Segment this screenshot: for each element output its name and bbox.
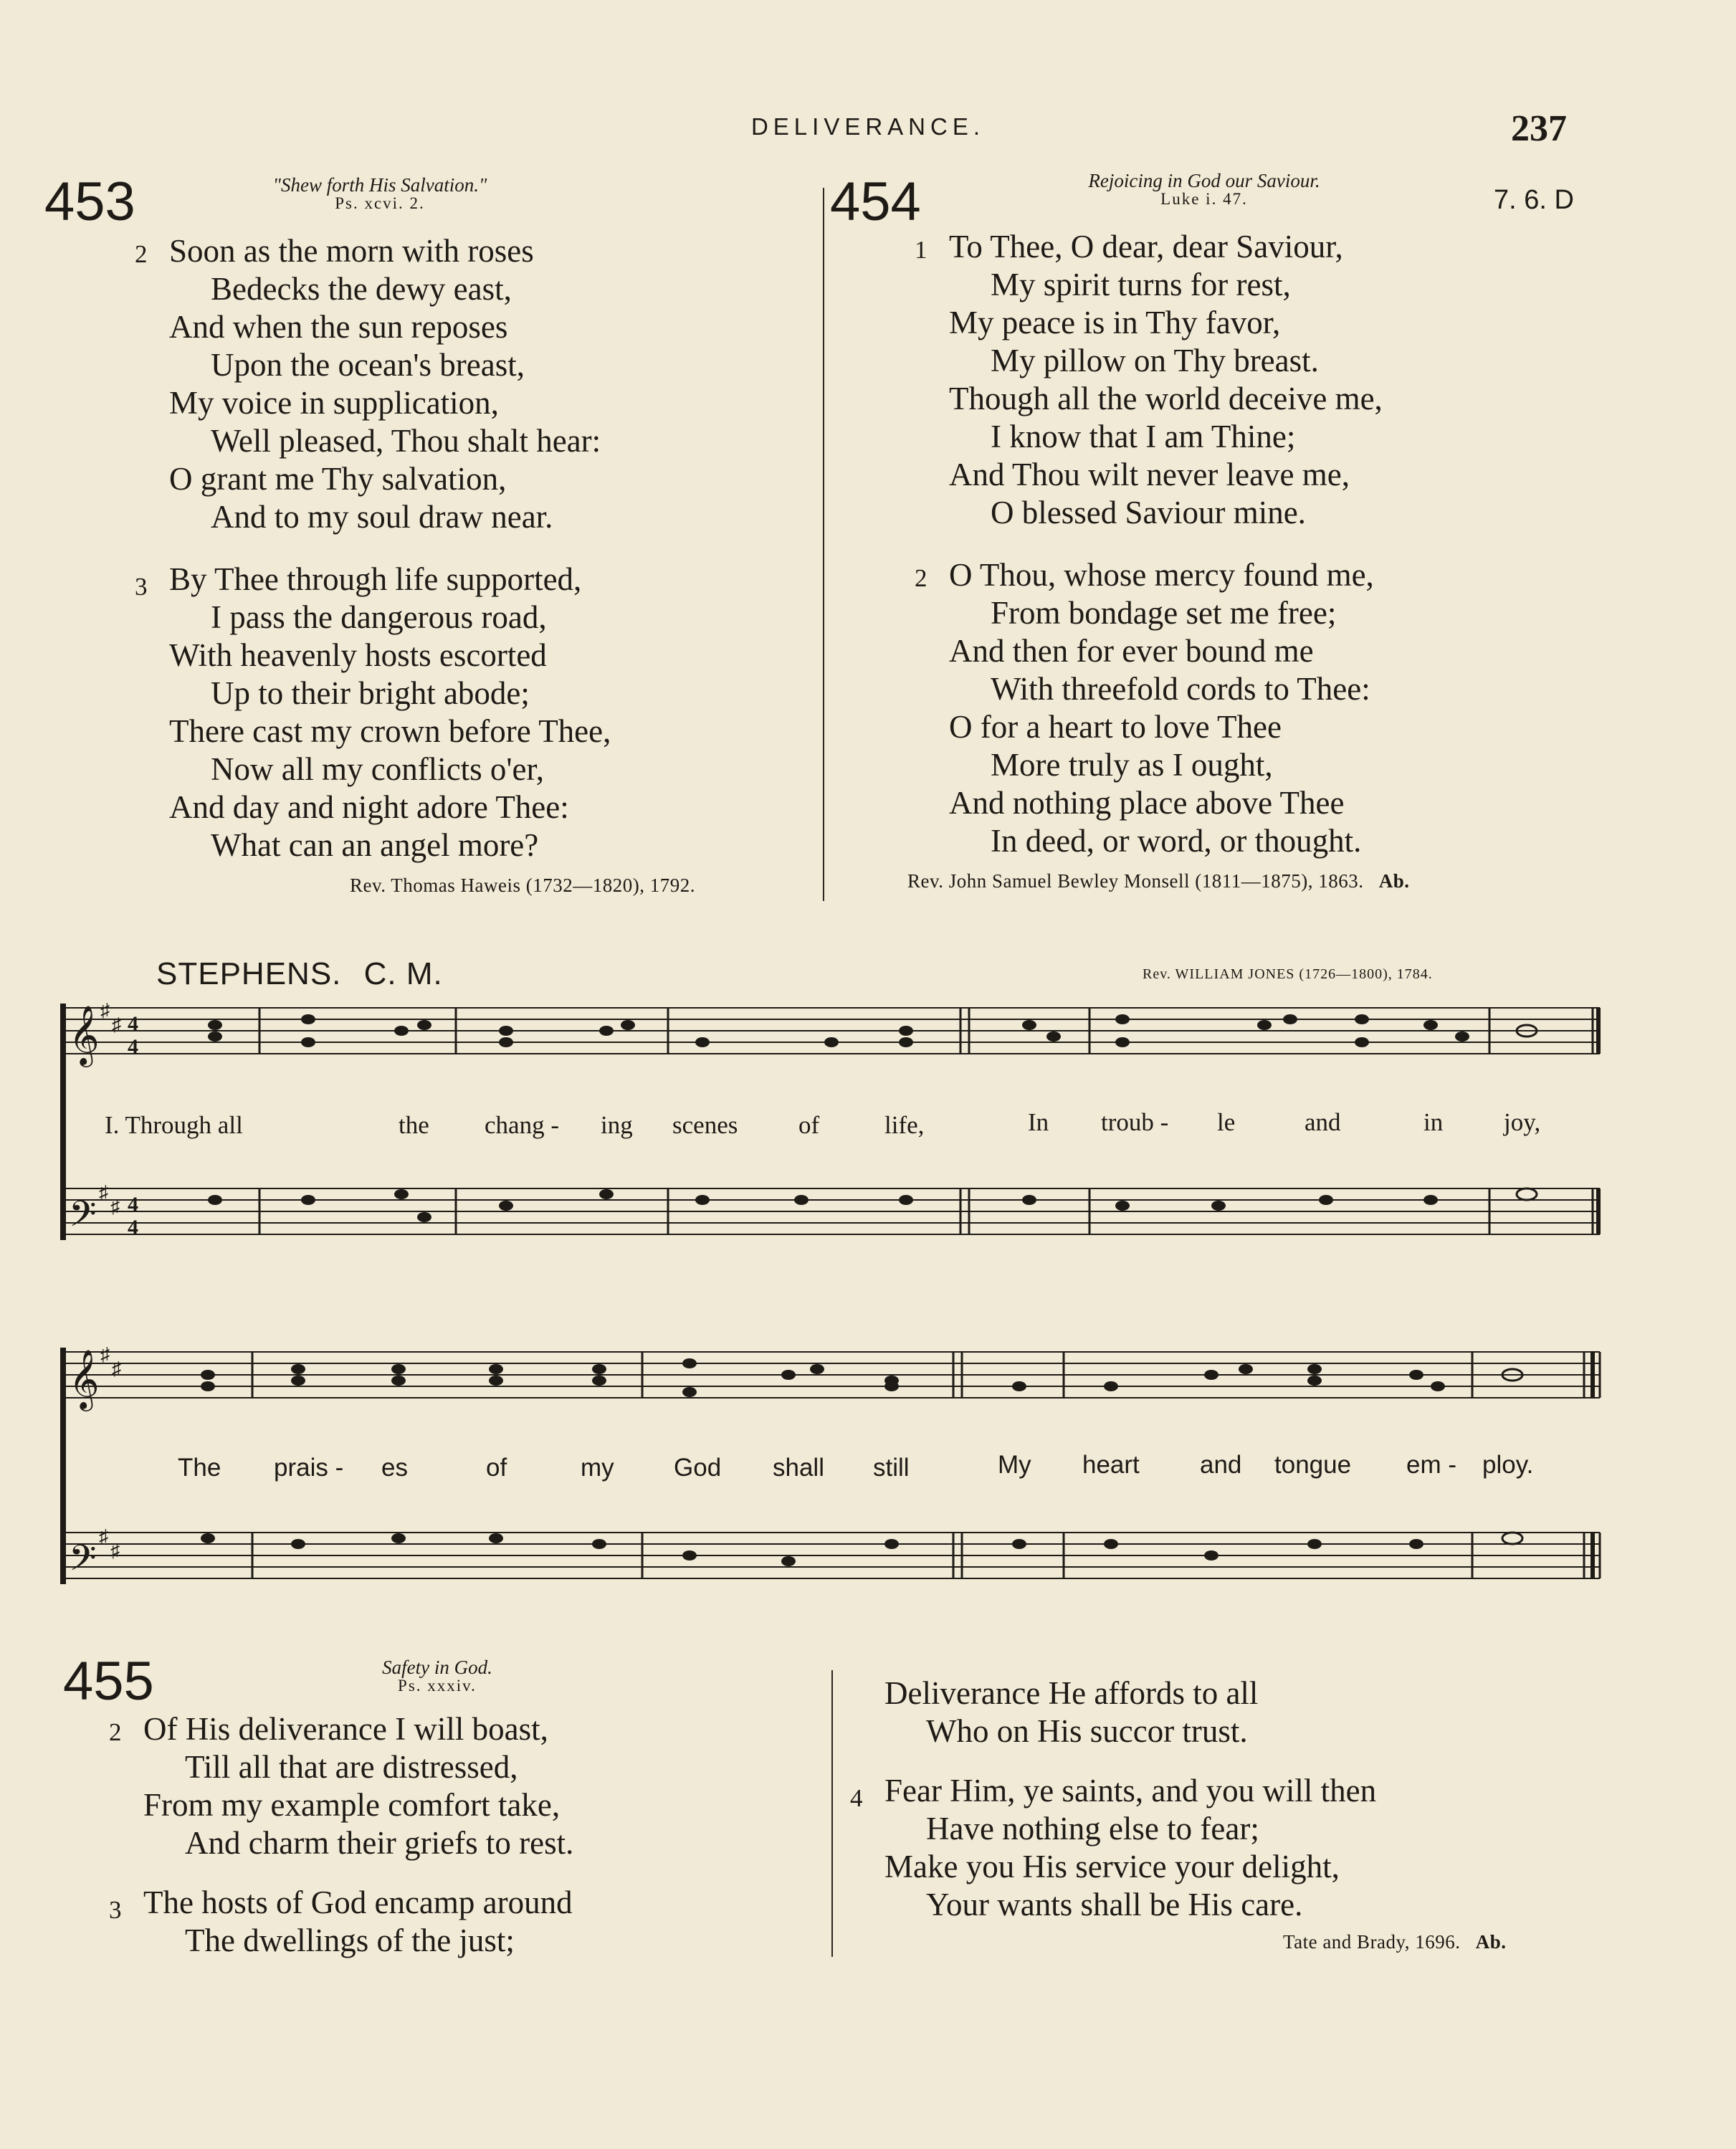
svg-text:4: 4 bbox=[128, 1193, 138, 1216]
verse-line: And to my soul draw near. bbox=[211, 499, 553, 535]
lyric-2-12: em - bbox=[1406, 1451, 1456, 1479]
hymn-454-stanza-2 bbox=[915, 556, 1383, 860]
lyric-1-4: scenes bbox=[672, 1111, 738, 1139]
verse-line: My peace is in Thy favor, bbox=[949, 305, 1281, 340]
verse-line: The dwellings of the just; bbox=[185, 1922, 515, 1958]
svg-text:♯: ♯ bbox=[110, 1540, 120, 1561]
svg-text:♯: ♯ bbox=[99, 1182, 108, 1203]
lyric-1-7: In bbox=[1028, 1108, 1049, 1136]
lyric-1-9: le bbox=[1217, 1108, 1236, 1136]
hymn-453-verses bbox=[135, 232, 611, 864]
svg-text:♯: ♯ bbox=[112, 1014, 121, 1035]
verse-line: By Thee through life supported, bbox=[169, 561, 582, 597]
hymn-453-stanza-2 bbox=[135, 232, 611, 536]
lyric-2-10: and bbox=[1200, 1451, 1242, 1479]
hymn-455-stanza-3 bbox=[109, 1884, 573, 1960]
verse-line: Well pleased, Thou shalt hear: bbox=[211, 423, 601, 459]
verse-line: Your wants shall be His care. bbox=[926, 1887, 1303, 1922]
verse-line: O blessed Saviour mine. bbox=[991, 495, 1306, 530]
verse-line: Fear Him, ye saints, and you will then bbox=[884, 1773, 1377, 1809]
treble-notes bbox=[201, 1358, 1522, 1397]
tune-meter: C. M. bbox=[363, 956, 443, 991]
lyric-1-3: ing bbox=[601, 1111, 633, 1139]
hymn-453-heading bbox=[215, 175, 545, 212]
hymn-454-stanza-1 bbox=[915, 228, 1383, 532]
hymn-455-verses-left bbox=[109, 1710, 574, 1960]
stanza-number: 2 bbox=[109, 1718, 122, 1746]
verse-line: Of His deliverance I will boast, bbox=[143, 1711, 548, 1747]
verse-line: There cast my crown before Thee, bbox=[169, 713, 611, 749]
hymn-454-number: 454 bbox=[830, 171, 921, 232]
stanza-number: 1 bbox=[915, 236, 927, 264]
stanza-number: 3 bbox=[109, 1896, 122, 1924]
hymn-455-scripture-ref: Ps. xxxiv. bbox=[398, 1677, 477, 1695]
lyric-2-11: tongue bbox=[1274, 1451, 1352, 1479]
lyric-2-2: es bbox=[381, 1454, 408, 1482]
bass-notes bbox=[201, 1533, 1522, 1566]
verse-line: To Thee, O dear, dear Saviour, bbox=[949, 229, 1343, 265]
treble-clef-icon: 𝄞 bbox=[69, 1004, 100, 1064]
author-name: Rev. John Samuel Bewley Monsell (1811—1875), 1863. bbox=[907, 870, 1364, 892]
bass-clef-icon: 𝄢 bbox=[69, 1193, 97, 1244]
column-divider-bottom bbox=[831, 1670, 833, 1957]
lyric-1-0: I. Through all bbox=[105, 1111, 243, 1139]
verse-line: From bondage set me free; bbox=[991, 595, 1337, 631]
music-system-1 bbox=[0, 989, 1736, 1262]
svg-text:♯: ♯ bbox=[112, 1358, 121, 1379]
stanza-number: 4 bbox=[850, 1784, 863, 1812]
hymn-455-number: 455 bbox=[63, 1651, 154, 1712]
lyric-1-10: and bbox=[1305, 1108, 1341, 1136]
verse-line: O grant me Thy salvation, bbox=[169, 461, 507, 497]
hymn-453-stanza-3 bbox=[135, 561, 611, 864]
system-brace bbox=[60, 1348, 66, 1584]
hymn-454-meter: 7. 6. D bbox=[1494, 185, 1574, 215]
svg-text:♯: ♯ bbox=[110, 1196, 120, 1217]
lyric-1-8: troub - bbox=[1101, 1108, 1169, 1136]
lyric-2-8: My bbox=[998, 1451, 1031, 1479]
verse-line: With threefold cords to Thee: bbox=[991, 671, 1370, 707]
hymn-455-stanza-4 bbox=[850, 1772, 1377, 1924]
svg-text:♯: ♯ bbox=[100, 1000, 110, 1021]
svg-text:4: 4 bbox=[128, 1035, 138, 1059]
verse-line: My spirit turns for rest, bbox=[991, 267, 1291, 302]
verse-line: Make you His service your delight, bbox=[884, 1849, 1340, 1884]
lyric-2-7: still bbox=[873, 1454, 910, 1482]
verse-line: With heavenly hosts escorted bbox=[169, 637, 547, 673]
hymn-455-subtitle: Safety in God. bbox=[382, 1657, 492, 1678]
verse-line: And nothing place above Thee bbox=[949, 785, 1345, 821]
verse-line: My pillow on Thy breast. bbox=[991, 343, 1319, 378]
running-header: DELIVERANCE. bbox=[750, 113, 986, 140]
verse-line: From my example comfort take, bbox=[143, 1787, 561, 1823]
verse-line: Deliverance He affords to all bbox=[884, 1675, 1259, 1711]
verse-line: And day and night adore Thee: bbox=[169, 789, 569, 825]
bass-clef-icon: 𝄢 bbox=[69, 1538, 97, 1588]
verse-line: My voice in supplication, bbox=[169, 385, 499, 421]
lyric-2-9: heart bbox=[1082, 1451, 1140, 1479]
lyric-1-6: life, bbox=[884, 1111, 925, 1139]
hymn-455-stanza-3-cont bbox=[884, 1674, 1376, 1750]
verse-line: Bedecks the dewy east, bbox=[211, 271, 512, 307]
verse-line: Have nothing else to fear; bbox=[926, 1811, 1259, 1847]
lyric-2-0: The bbox=[178, 1454, 221, 1482]
stanza-number: 2 bbox=[135, 240, 148, 268]
lyric-1-2: chang - bbox=[485, 1111, 559, 1139]
page-number: 237 bbox=[1511, 108, 1567, 149]
tune-name: STEPHENS. bbox=[156, 956, 342, 991]
verse-line: And charm their griefs to rest. bbox=[185, 1825, 574, 1861]
verse-line: Now all my conflicts o'er, bbox=[211, 751, 544, 787]
hymn-454-verses bbox=[915, 228, 1383, 860]
hymn-454-author bbox=[907, 870, 1409, 892]
hymn-455-stanza-2 bbox=[109, 1710, 574, 1862]
lyric-1-5: of bbox=[798, 1111, 820, 1139]
stanza-number: 3 bbox=[135, 573, 148, 601]
tune-title bbox=[156, 956, 443, 992]
treble-staff bbox=[63, 1352, 1600, 1398]
svg-text:♯: ♯ bbox=[99, 1526, 108, 1547]
hymn-453-number: 453 bbox=[44, 171, 135, 232]
hymn-454-subtitle: Rejoicing in God our Saviour. bbox=[1088, 170, 1320, 191]
verse-line: More truly as I ought, bbox=[991, 747, 1273, 783]
tune-composer: Rev. WILLIAM JONES (1726—1800), 1784. bbox=[1143, 966, 1433, 982]
author-name: Tate and Brady, 1696. bbox=[1283, 1931, 1461, 1953]
lyric-1-1: the bbox=[399, 1111, 429, 1139]
verse-line: What can an angel more? bbox=[211, 827, 539, 863]
hymn-454-scripture-ref: Luke i. 47. bbox=[1160, 190, 1248, 209]
verse-line: The hosts of God encamp around bbox=[143, 1884, 573, 1920]
lyric-2-3: of bbox=[486, 1454, 507, 1482]
bass-notes bbox=[208, 1188, 1537, 1222]
verse-line: And Thou wilt never leave me, bbox=[949, 457, 1350, 492]
key-signature bbox=[99, 1000, 121, 1217]
lyric-2-4: my bbox=[581, 1454, 614, 1482]
bass-staff bbox=[63, 1533, 1600, 1578]
svg-text:4: 4 bbox=[128, 1012, 138, 1036]
verse-line: Who on His succor trust. bbox=[926, 1713, 1248, 1749]
hymn-453-scripture-ref: Ps. xcvi. 2. bbox=[335, 194, 425, 213]
hymn-455-verses-right bbox=[850, 1674, 1377, 1924]
verse-line: I pass the dangerous road, bbox=[211, 599, 547, 635]
lyric-1-12: joy, bbox=[1504, 1108, 1541, 1136]
bass-staff bbox=[63, 1188, 1600, 1234]
system-brace bbox=[60, 1004, 66, 1240]
verse-line: I know that I am Thine; bbox=[991, 419, 1296, 454]
lyric-2-5: God bbox=[674, 1454, 722, 1482]
music-system-2 bbox=[0, 1333, 1736, 1606]
verse-line: And then for ever bound me bbox=[949, 633, 1314, 669]
lyric-1-11: in bbox=[1423, 1108, 1444, 1136]
hymn-455-heading bbox=[337, 1657, 538, 1695]
lyric-2-13: ploy. bbox=[1482, 1451, 1534, 1479]
column-divider bbox=[823, 188, 824, 901]
verse-line: In deed, or word, or thought. bbox=[991, 823, 1362, 859]
hymn-454-heading bbox=[1011, 171, 1398, 208]
verse-line: O Thou, whose mercy found me, bbox=[949, 557, 1374, 593]
svg-text:♯: ♯ bbox=[100, 1344, 110, 1365]
treble-clef-icon: 𝄞 bbox=[69, 1348, 100, 1409]
verse-line: Upon the ocean's breast, bbox=[211, 347, 525, 383]
author-mark: Ab. bbox=[1475, 1931, 1507, 1953]
hymn-455-author bbox=[1283, 1931, 1507, 1953]
verse-line: And when the sun reposes bbox=[169, 309, 508, 345]
verse-line: Soon as the morn with roses bbox=[169, 233, 534, 269]
stanza-number: 2 bbox=[915, 564, 927, 592]
svg-text:4: 4 bbox=[128, 1216, 138, 1239]
lyric-2-6: shall bbox=[773, 1454, 824, 1482]
verse-line: Till all that are distressed, bbox=[185, 1749, 518, 1785]
verse-line: O for a heart to love Thee bbox=[949, 709, 1282, 745]
verse-line: Though all the world deceive me, bbox=[949, 381, 1383, 416]
verse-line: Up to their bright abode; bbox=[211, 675, 530, 711]
key-signature bbox=[99, 1344, 121, 1561]
hymn-453-subtitle: "Shew forth His Salvation." bbox=[272, 174, 487, 196]
author-mark: Ab. bbox=[1378, 870, 1410, 892]
hymn-453-author: Rev. Thomas Haweis (1732—1820), 1792. bbox=[350, 875, 695, 896]
lyric-2-1: prais - bbox=[274, 1454, 344, 1482]
